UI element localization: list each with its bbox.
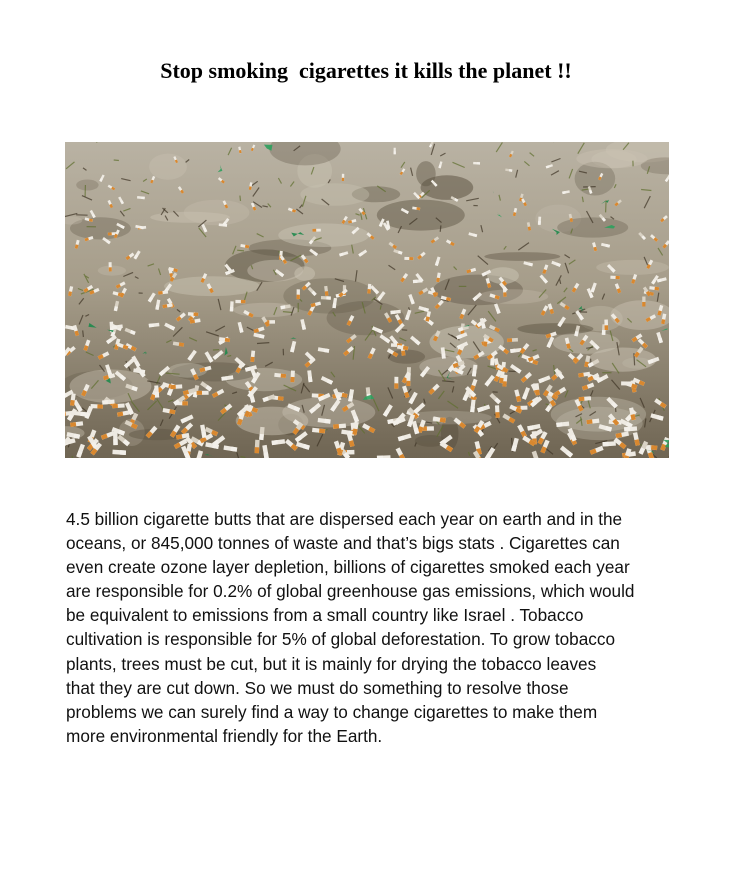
paragraph-line: are responsible for 0.2% of global greenhouse gas emissions, which would — [66, 581, 635, 602]
paragraph-line: oceans, or 845,000 tonnes of waste and that’s bigs stats . Cigarettes can — [66, 533, 620, 554]
paragraph-line: be equivalent to emissions from a small country like Israel . Tobacco — [66, 605, 584, 626]
paragraph-line: even create ozone layer depletion, billions of cigarettes smoked each year — [66, 557, 630, 578]
cigarette-litter-photo — [65, 142, 669, 458]
paragraph-line: problems we can surely find a way to change cigarettes to make them — [66, 701, 598, 722]
litter-photo-illustration — [65, 142, 669, 458]
paragraph-line: plants, trees must be cut, but it is mainly for drying the tobacco leaves — [66, 653, 597, 674]
paragraph-line: cultivation is responsible for 5% of global deforestation. To grow tobacco — [66, 629, 616, 650]
paragraph-line: more environmental friendly for the Earth. — [66, 725, 383, 746]
paragraph-line: 4.5 billion cigarette butts that are dispersed each year on earth and in the — [66, 509, 623, 529]
paragraph-line: that they are cut down. So we must do something to resolve those — [66, 677, 569, 698]
page-title: Stop smoking cigarettes it kills the planet !! — [160, 58, 572, 83]
body-paragraph — [66, 507, 670, 748]
